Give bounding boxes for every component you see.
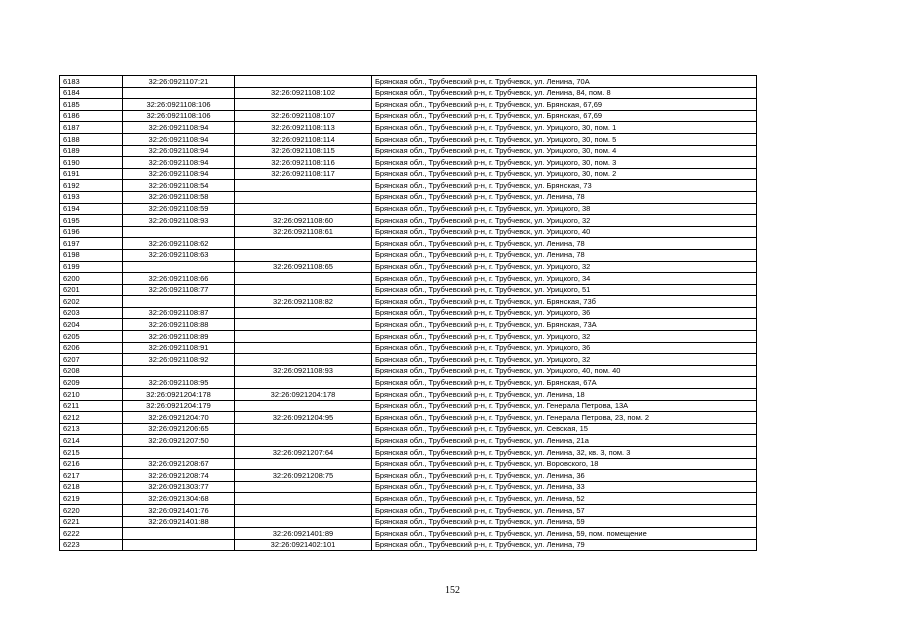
object-number-cell: 32:26:0921208:75 bbox=[235, 470, 372, 482]
table-row bbox=[60, 307, 757, 319]
table-row bbox=[60, 168, 757, 180]
address-cell: Брянская обл., Трубчевский р-н, г. Трубчевск, ул. Ленина, 78 bbox=[372, 191, 757, 203]
address-cell: Брянская обл., Трубчевский р-н, г. Трубчевск, ул. Урицкого, 32 bbox=[372, 354, 757, 366]
parcel-number-cell: 32:26:0921108:87 bbox=[123, 307, 235, 319]
table-row bbox=[60, 76, 757, 88]
address-cell: Брянская обл., Трубчевский р-н, г. Трубчевск, ул. Брянская, 73А bbox=[372, 319, 757, 331]
table-row bbox=[60, 377, 757, 389]
row-number-cell: 6189 bbox=[60, 145, 123, 157]
object-number-cell bbox=[235, 273, 372, 285]
table-row bbox=[60, 481, 757, 493]
table-row bbox=[60, 110, 757, 122]
object-number-cell bbox=[235, 331, 372, 343]
object-number-cell bbox=[235, 319, 372, 331]
address-cell: Брянская обл., Трубчевский р-н, г. Трубчевск, ул. Ленина, 32, кв. 3, пом. 3 bbox=[372, 447, 757, 459]
address-cell: Брянская обл., Трубчевский р-н, г. Трубчевск, ул. Урицкого, 32 bbox=[372, 261, 757, 273]
table-row bbox=[60, 458, 757, 470]
address-cell: Брянская обл., Трубчевский р-н, г. Трубчевск, ул. Урицкого, 38 bbox=[372, 203, 757, 215]
table-row bbox=[60, 423, 757, 435]
row-number-cell: 6222 bbox=[60, 528, 123, 540]
table-row bbox=[60, 528, 757, 540]
object-number-cell: 32:26:0921108:115 bbox=[235, 145, 372, 157]
address-cell: Брянская обл., Трубчевский р-н, г. Трубчевск, ул. Ленина, 78 bbox=[372, 238, 757, 250]
address-cell: Брянская обл., Трубчевский р-н, г. Трубчевск, ул. Брянская, 73б bbox=[372, 296, 757, 308]
table-row bbox=[60, 400, 757, 412]
row-number-cell: 6206 bbox=[60, 342, 123, 354]
address-cell: Брянская обл., Трубчевский р-н, г. Трубчевск, ул. Урицкого, 30, пом. 4 bbox=[372, 145, 757, 157]
address-cell: Брянская обл., Трубчевский р-н, г. Трубчевск, ул. Ленина, 84, пом. 8 bbox=[372, 87, 757, 99]
address-cell: Брянская обл., Трубчевский р-н, г. Трубчевск, ул. Урицкого, 32 bbox=[372, 331, 757, 343]
row-number-cell: 6219 bbox=[60, 493, 123, 505]
row-number-cell: 6199 bbox=[60, 261, 123, 273]
row-number-cell: 6187 bbox=[60, 122, 123, 134]
row-number-cell: 6200 bbox=[60, 273, 123, 285]
parcel-number-cell bbox=[123, 226, 235, 238]
address-cell: Брянская обл., Трубчевский р-н, г. Трубчевск, ул. Ленина, 21а bbox=[372, 435, 757, 447]
address-cell: Брянская обл., Трубчевский р-н, г. Трубчевск, ул. Брянская, 67,69 bbox=[372, 110, 757, 122]
parcel-number-cell: 32:26:0921108:93 bbox=[123, 215, 235, 227]
row-number-cell: 6196 bbox=[60, 226, 123, 238]
object-number-cell: 32:26:0921108:117 bbox=[235, 168, 372, 180]
address-cell: Брянская обл., Трубчевский р-н, г. Трубчевск, ул. Ленина, 79 bbox=[372, 539, 757, 551]
parcel-number-cell: 32:26:0921108:66 bbox=[123, 273, 235, 285]
table-row bbox=[60, 215, 757, 227]
parcel-number-cell: 32:26:0921206:65 bbox=[123, 423, 235, 435]
address-cell: Брянская обл., Трубчевский р-н, г. Трубчевск, ул. Урицкого, 40, пом. 40 bbox=[372, 365, 757, 377]
table-row bbox=[60, 331, 757, 343]
object-number-cell: 32:26:0921401:89 bbox=[235, 528, 372, 540]
object-number-cell bbox=[235, 435, 372, 447]
object-number-cell bbox=[235, 400, 372, 412]
table-row bbox=[60, 226, 757, 238]
address-cell: Брянская обл., Трубчевский р-н, г. Трубчевск, ул. Урицкого, 34 bbox=[372, 273, 757, 285]
row-number-cell: 6208 bbox=[60, 365, 123, 377]
object-number-cell bbox=[235, 180, 372, 192]
parcel-number-cell: 32:26:0921303:77 bbox=[123, 481, 235, 493]
parcel-number-cell bbox=[123, 539, 235, 551]
object-number-cell: 32:26:0921204:178 bbox=[235, 389, 372, 401]
object-number-cell: 32:26:0921402:101 bbox=[235, 539, 372, 551]
parcel-number-cell: 32:26:0921108:94 bbox=[123, 168, 235, 180]
parcel-number-cell: 32:26:0921108:59 bbox=[123, 203, 235, 215]
address-cell: Брянская обл., Трубчевский р-н, г. Трубчевск, ул. Урицкого, 30, пом. 3 bbox=[372, 157, 757, 169]
row-number-cell: 6188 bbox=[60, 133, 123, 145]
table-row bbox=[60, 133, 757, 145]
row-number-cell: 6211 bbox=[60, 400, 123, 412]
table-row bbox=[60, 238, 757, 250]
table-row bbox=[60, 99, 757, 111]
object-number-cell bbox=[235, 354, 372, 366]
address-cell: Брянская обл., Трубчевский р-н, г. Трубчевск, ул. Ленина, 36 bbox=[372, 470, 757, 482]
object-number-cell: 32:26:0921108:82 bbox=[235, 296, 372, 308]
parcel-number-cell: 32:26:0921108:63 bbox=[123, 249, 235, 261]
object-number-cell bbox=[235, 284, 372, 296]
table-row bbox=[60, 273, 757, 285]
object-number-cell bbox=[235, 377, 372, 389]
table-row bbox=[60, 435, 757, 447]
parcel-number-cell: 32:26:0921204:178 bbox=[123, 389, 235, 401]
table-row bbox=[60, 145, 757, 157]
table-row bbox=[60, 504, 757, 516]
row-number-cell: 6217 bbox=[60, 470, 123, 482]
row-number-cell: 6191 bbox=[60, 168, 123, 180]
object-number-cell: 32:26:0921108:93 bbox=[235, 365, 372, 377]
table-row bbox=[60, 180, 757, 192]
row-number-cell: 6192 bbox=[60, 180, 123, 192]
table-row bbox=[60, 203, 757, 215]
object-number-cell bbox=[235, 203, 372, 215]
table-row bbox=[60, 284, 757, 296]
parcel-number-cell bbox=[123, 87, 235, 99]
address-cell: Брянская обл., Трубчевский р-н, г. Трубчевск, ул. Ленина, 59, пом. помещение bbox=[372, 528, 757, 540]
table-row bbox=[60, 157, 757, 169]
row-number-cell: 6193 bbox=[60, 191, 123, 203]
registry-table bbox=[59, 75, 757, 551]
object-number-cell: 32:26:0921108:107 bbox=[235, 110, 372, 122]
object-number-cell bbox=[235, 504, 372, 516]
address-cell: Брянская обл., Трубчевский р-н, г. Трубчевск, ул. Севская, 15 bbox=[372, 423, 757, 435]
table-row bbox=[60, 249, 757, 261]
parcel-number-cell: 32:26:0921108:106 bbox=[123, 99, 235, 111]
object-number-cell: 32:26:0921108:116 bbox=[235, 157, 372, 169]
row-number-cell: 6183 bbox=[60, 76, 123, 88]
address-cell: Брянская обл., Трубчевский р-н, г. Трубчевск, ул. Ленина, 59 bbox=[372, 516, 757, 528]
row-number-cell: 6185 bbox=[60, 99, 123, 111]
object-number-cell: 32:26:0921204:95 bbox=[235, 412, 372, 424]
object-number-cell: 32:26:0921108:113 bbox=[235, 122, 372, 134]
object-number-cell bbox=[235, 458, 372, 470]
row-number-cell: 6194 bbox=[60, 203, 123, 215]
parcel-number-cell: 32:26:0921401:88 bbox=[123, 516, 235, 528]
parcel-number-cell: 32:26:0921108:91 bbox=[123, 342, 235, 354]
parcel-number-cell bbox=[123, 365, 235, 377]
parcel-number-cell: 32:26:0921304:68 bbox=[123, 493, 235, 505]
parcel-number-cell: 32:26:0921108:62 bbox=[123, 238, 235, 250]
table-row bbox=[60, 342, 757, 354]
row-number-cell: 6184 bbox=[60, 87, 123, 99]
row-number-cell: 6204 bbox=[60, 319, 123, 331]
table-row bbox=[60, 365, 757, 377]
row-number-cell: 6195 bbox=[60, 215, 123, 227]
address-cell: Брянская обл., Трубчевский р-н, г. Трубчевск, ул. Брянская, 67А bbox=[372, 377, 757, 389]
address-cell: Брянская обл., Трубчевский р-н, г. Трубчевск, ул. Ленина, 33 bbox=[372, 481, 757, 493]
table-row bbox=[60, 539, 757, 551]
row-number-cell: 6210 bbox=[60, 389, 123, 401]
row-number-cell: 6212 bbox=[60, 412, 123, 424]
object-number-cell bbox=[235, 493, 372, 505]
object-number-cell bbox=[235, 238, 372, 250]
address-cell: Брянская обл., Трубчевский р-н, г. Трубчевск, ул. Ленина, 70А bbox=[372, 76, 757, 88]
parcel-number-cell: 32:26:0921208:74 bbox=[123, 470, 235, 482]
parcel-number-cell: 32:26:0921108:77 bbox=[123, 284, 235, 296]
table-row bbox=[60, 296, 757, 308]
parcel-number-cell: 32:26:0921208:67 bbox=[123, 458, 235, 470]
parcel-number-cell: 32:26:0921204:70 bbox=[123, 412, 235, 424]
object-number-cell bbox=[235, 516, 372, 528]
address-cell: Брянская обл., Трубчевский р-н, г. Трубчевск, ул. Урицкого, 40 bbox=[372, 226, 757, 238]
parcel-number-cell: 32:26:0921204:179 bbox=[123, 400, 235, 412]
table-row bbox=[60, 470, 757, 482]
row-number-cell: 6213 bbox=[60, 423, 123, 435]
parcel-number-cell: 32:26:0921108:94 bbox=[123, 122, 235, 134]
table-row bbox=[60, 87, 757, 99]
parcel-number-cell: 32:26:0921108:54 bbox=[123, 180, 235, 192]
parcel-number-cell: 32:26:0921108:95 bbox=[123, 377, 235, 389]
address-cell: Брянская обл., Трубчевский р-н, г. Трубчевск, ул. Ленина, 57 bbox=[372, 504, 757, 516]
table-row bbox=[60, 191, 757, 203]
parcel-number-cell bbox=[123, 261, 235, 273]
parcel-number-cell: 32:26:0921108:94 bbox=[123, 133, 235, 145]
address-cell: Брянская обл., Трубчевский р-н, г. Трубчевск, ул. Урицкого, 30, пом. 5 bbox=[372, 133, 757, 145]
row-number-cell: 6223 bbox=[60, 539, 123, 551]
parcel-number-cell bbox=[123, 296, 235, 308]
table-row bbox=[60, 319, 757, 331]
object-number-cell bbox=[235, 191, 372, 203]
object-number-cell bbox=[235, 307, 372, 319]
table-row bbox=[60, 516, 757, 528]
parcel-number-cell: 32:26:0921108:94 bbox=[123, 157, 235, 169]
object-number-cell: 32:26:0921108:102 bbox=[235, 87, 372, 99]
row-number-cell: 6207 bbox=[60, 354, 123, 366]
parcel-number-cell bbox=[123, 528, 235, 540]
parcel-number-cell: 32:26:0921108:58 bbox=[123, 191, 235, 203]
object-number-cell bbox=[235, 249, 372, 261]
parcel-number-cell: 32:26:0921207:50 bbox=[123, 435, 235, 447]
address-cell: Брянская обл., Трубчевский р-н, г. Трубчевск, ул. Ленина, 52 bbox=[372, 493, 757, 505]
parcel-number-cell: 32:26:0921108:88 bbox=[123, 319, 235, 331]
address-cell: Брянская обл., Трубчевский р-н, г. Трубчевск, ул. Урицкого, 51 bbox=[372, 284, 757, 296]
address-cell: Брянская обл., Трубчевский р-н, г. Трубчевск, ул. Брянская, 67,69 bbox=[372, 99, 757, 111]
parcel-number-cell: 32:26:0921107:21 bbox=[123, 76, 235, 88]
address-cell: Брянская обл., Трубчевский р-н, г. Трубчевск, ул. Ленина, 78 bbox=[372, 249, 757, 261]
row-number-cell: 6221 bbox=[60, 516, 123, 528]
table-row bbox=[60, 412, 757, 424]
row-number-cell: 6215 bbox=[60, 447, 123, 459]
row-number-cell: 6198 bbox=[60, 249, 123, 261]
row-number-cell: 6209 bbox=[60, 377, 123, 389]
parcel-number-cell: 32:26:0921108:106 bbox=[123, 110, 235, 122]
parcel-number-cell: 32:26:0921108:92 bbox=[123, 354, 235, 366]
object-number-cell bbox=[235, 342, 372, 354]
row-number-cell: 6202 bbox=[60, 296, 123, 308]
address-cell: Брянская обл., Трубчевский р-н, г. Трубчевск, ул. Урицкого, 36 bbox=[372, 307, 757, 319]
address-cell: Брянская обл., Трубчевский р-н, г. Трубчевск, ул. Урицкого, 36 bbox=[372, 342, 757, 354]
row-number-cell: 6216 bbox=[60, 458, 123, 470]
object-number-cell bbox=[235, 99, 372, 111]
row-number-cell: 6203 bbox=[60, 307, 123, 319]
parcel-number-cell: 32:26:0921108:94 bbox=[123, 145, 235, 157]
table-row bbox=[60, 261, 757, 273]
row-number-cell: 6190 bbox=[60, 157, 123, 169]
object-number-cell: 32:26:0921108:65 bbox=[235, 261, 372, 273]
parcel-number-cell bbox=[123, 447, 235, 459]
table-row bbox=[60, 354, 757, 366]
object-number-cell bbox=[235, 423, 372, 435]
address-cell: Брянская обл., Трубчевский р-н, г. Трубчевск, ул. Воровского, 18 bbox=[372, 458, 757, 470]
address-cell: Брянская обл., Трубчевский р-н, г. Трубчевск, ул. Брянская, 73 bbox=[372, 180, 757, 192]
table-row bbox=[60, 447, 757, 459]
row-number-cell: 6201 bbox=[60, 284, 123, 296]
row-number-cell: 6214 bbox=[60, 435, 123, 447]
table-row bbox=[60, 493, 757, 505]
address-cell: Брянская обл., Трубчевский р-н, г. Трубчевск, ул. Урицкого, 30, пом. 2 bbox=[372, 168, 757, 180]
object-number-cell bbox=[235, 76, 372, 88]
address-cell: Брянская обл., Трубчевский р-н, г. Трубчевск, ул. Урицкого, 32 bbox=[372, 215, 757, 227]
row-number-cell: 6186 bbox=[60, 110, 123, 122]
row-number-cell: 6220 bbox=[60, 504, 123, 516]
object-number-cell: 32:26:0921108:60 bbox=[235, 215, 372, 227]
address-cell: Брянская обл., Трубчевский р-н, г. Трубчевск, ул. Ленина, 18 bbox=[372, 389, 757, 401]
parcel-number-cell: 32:26:0921108:89 bbox=[123, 331, 235, 343]
table-row bbox=[60, 122, 757, 134]
parcel-number-cell: 32:26:0921401:76 bbox=[123, 504, 235, 516]
object-number-cell: 32:26:0921108:114 bbox=[235, 133, 372, 145]
row-number-cell: 6218 bbox=[60, 481, 123, 493]
object-number-cell: 32:26:0921108:61 bbox=[235, 226, 372, 238]
row-number-cell: 6205 bbox=[60, 331, 123, 343]
object-number-cell: 32:26:0921207:64 bbox=[235, 447, 372, 459]
page-number: 152 bbox=[445, 585, 460, 596]
address-cell: Брянская обл., Трубчевский р-н, г. Трубчевск, ул. Урицкого, 30, пом. 1 bbox=[372, 122, 757, 134]
object-number-cell bbox=[235, 481, 372, 493]
table-row bbox=[60, 389, 757, 401]
address-cell: Брянская обл., Трубчевский р-н, г. Трубчевск, ул. Генерала Петрова, 23, пом. 2 bbox=[372, 412, 757, 424]
row-number-cell: 6197 bbox=[60, 238, 123, 250]
address-cell: Брянская обл., Трубчевский р-н, г. Трубчевск, ул. Генерала Петрова, 13А bbox=[372, 400, 757, 412]
table-body bbox=[60, 76, 757, 551]
